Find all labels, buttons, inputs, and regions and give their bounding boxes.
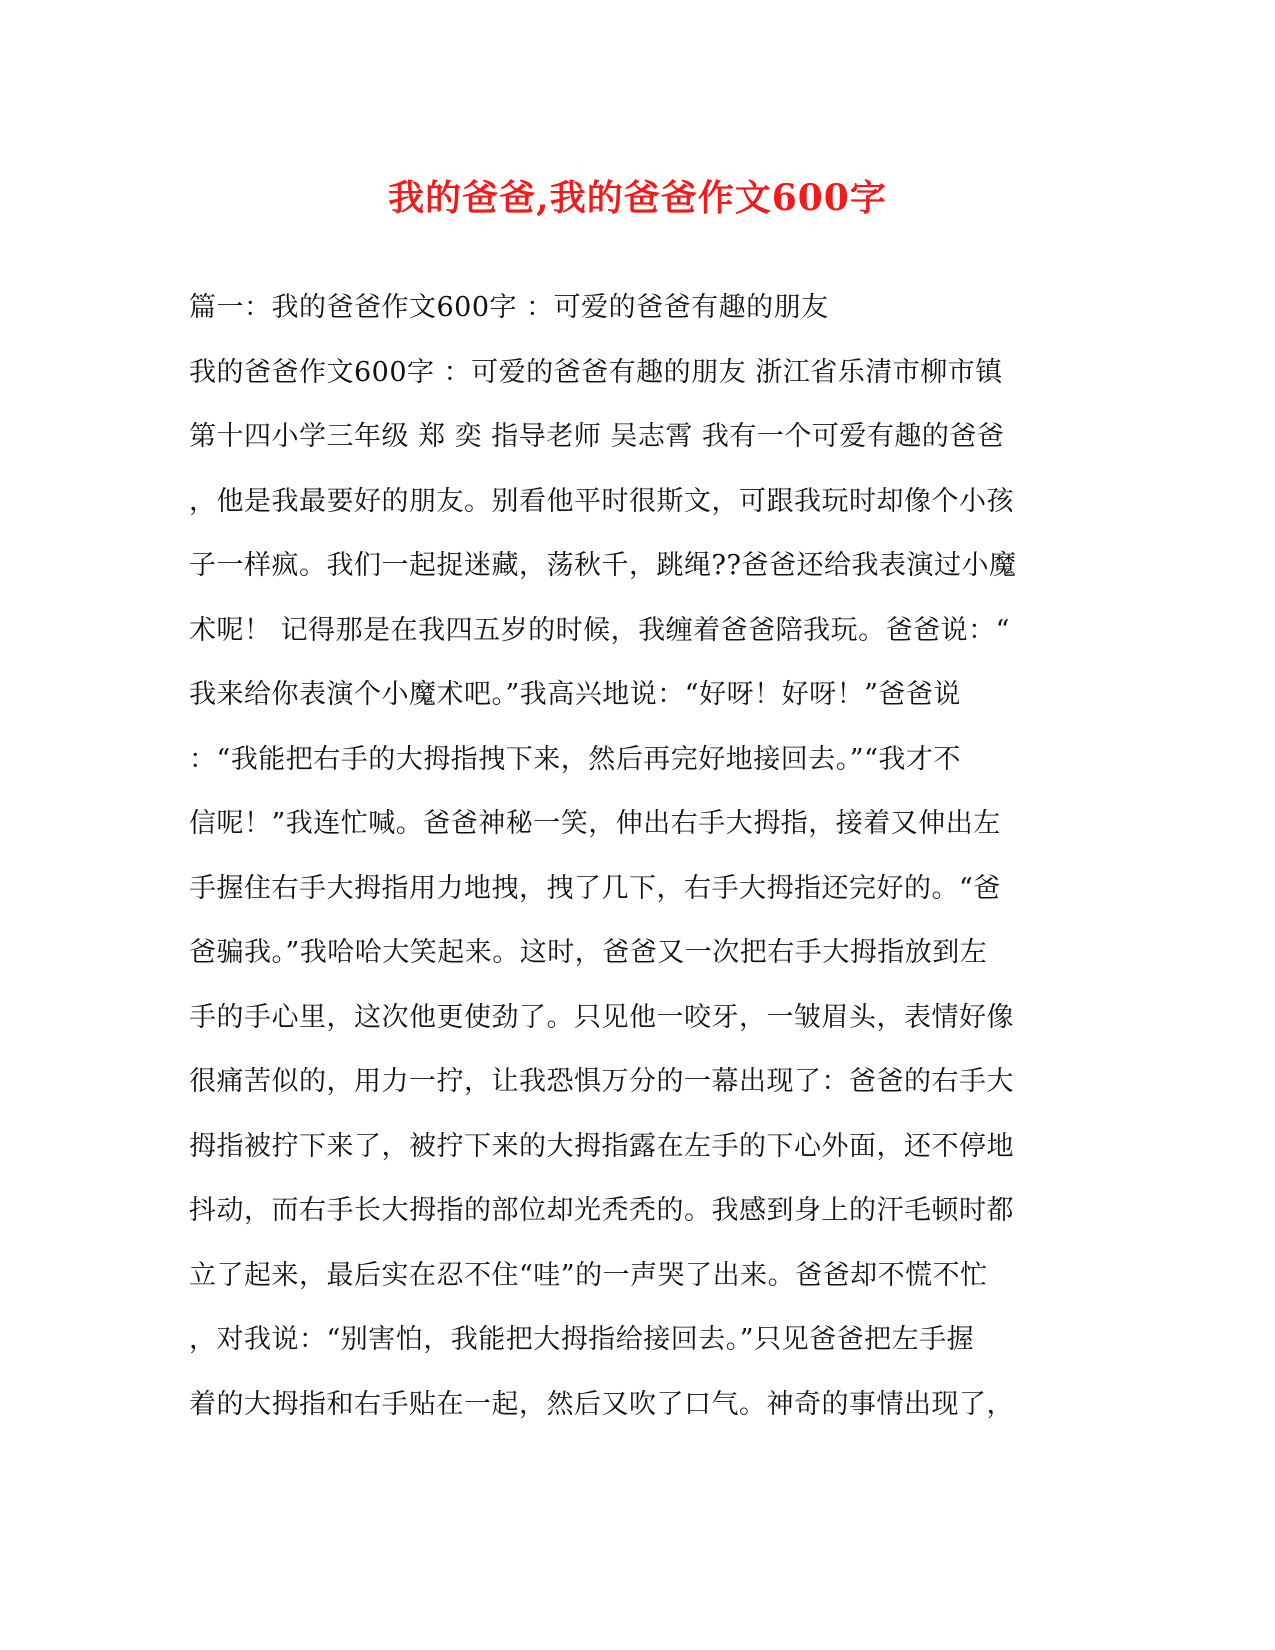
text-line-4: ，他是我最要好的朋友。别看他平时很斯文，可跟我玩时却像个小孩 (189, 485, 1014, 517)
text-line-15: 抖动，而右手长大拇指的部位却光秃秃的。我感到身上的汗毛顿时都 (189, 1195, 1014, 1226)
text-line-12: 手的手心里，这次他更使劲了。只见他一咬牙，一皱眉头，表情好像 (189, 1001, 1014, 1033)
text-line-13: 很痛苦似的，用力一拧，让我恐惧万分的一幕出现了：爸爸的右手大 (189, 1066, 1014, 1097)
text-line-9: 信呢！”我连忙喊。爸爸神秘一笑，伸出右手大拇指，接着又伸出左 (189, 808, 1001, 839)
text-line-11: 爸骗我。”我哈哈大笑起来。这时，爸爸又一次把右手大拇指放到左 (189, 937, 988, 968)
text-line-10: 手握住右手大拇指用力地拽，拽了几下，右手大拇指还完好的。“爸 (189, 872, 1001, 904)
document-title: 我的爸爸,我的爸爸作文600字 (388, 177, 887, 219)
text-line-8: ：“我能把右手的大拇指拽下来，然后再完好地接回去。”“我才不 (189, 743, 961, 775)
text-line-18: 着的大拇指和右手贴在一起，然后又吹了口气。神奇的事情出现了， (189, 1388, 1014, 1420)
text-line-6: 术呢！ 记得那是在我四五岁的时候，我缠着爸爸陪我玩。爸爸说：“ (189, 614, 1010, 646)
text-line-3: 第十四小学三年级 郑 奕 指导老师 吴志霄 我有一个可爱有趣的爸爸 (189, 421, 1005, 452)
document-body (189, 290, 1089, 1451)
text-line-17: ，对我说：“别害怕，我能把大拇指给接回去。”只见爸爸把左手握 (189, 1324, 975, 1355)
text-line-2: 我的爸爸作文600字 ：可爱的爸爸有趣的朋友 浙江省乐清市柳市镇 (189, 356, 1003, 388)
text-line-5: 子一样疯。我们一起捉迷藏，荡秋千，跳绳??爸爸还给我表演过小魔 (189, 550, 1017, 581)
text-line-1: 篇一：我的爸爸作文600字 ：可爱的爸爸有趣的朋友 (189, 292, 829, 323)
text-line-16: 立了起来，最后实在忍不住“哇”的一声哭了出来。爸爸却不慌不忙 (189, 1259, 988, 1291)
text-line-7: 我来给你表演个小魔术吧。”我高兴地说：“好呀！好呀！”爸爸说 (189, 679, 961, 710)
text-line-14: 拇指被拧下来了，被拧下来的大拇指露在左手的下心外面，还不停地 (189, 1130, 1014, 1162)
